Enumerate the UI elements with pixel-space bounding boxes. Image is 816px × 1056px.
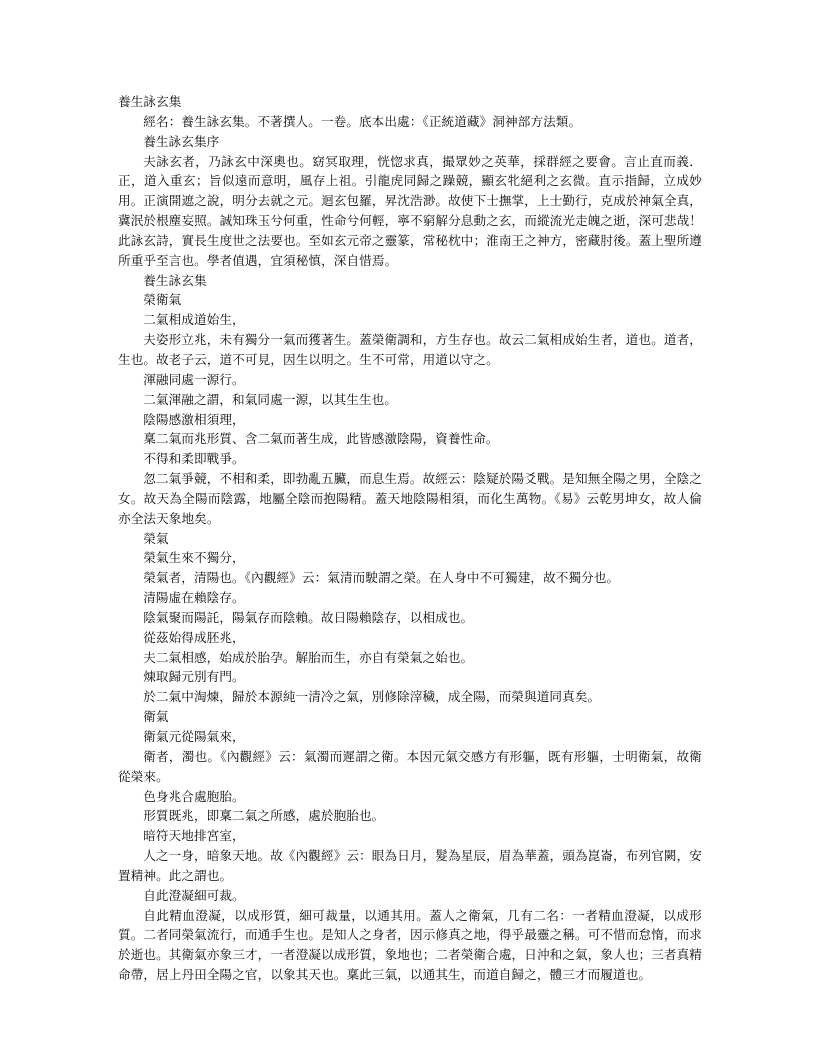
verse-line-2: 渾融同處一源行。 bbox=[143, 371, 245, 387]
section-heading-rongqi: 榮氣 bbox=[143, 530, 169, 546]
commentary-line-5: 榮氣者，清陽也。《內觀經》云：氣清而駛謂之榮。在人身中不可獨建，故不獨分也。 bbox=[143, 570, 620, 586]
scripture-metadata-line: 經名：養生詠玄集。不著撰人。一卷。底本出處：《正統道藏》洞神部方法類。 bbox=[143, 113, 582, 129]
verse-line-8: 煉取歸元別有門。 bbox=[143, 669, 245, 685]
verse-line-4: 不得和柔即戰爭。 bbox=[143, 451, 245, 467]
commentary-line-7: 夫二氣相感，始成於胎孕。解胎而生，亦自有榮氣之始也。 bbox=[143, 649, 474, 665]
commentary-line-8: 於二氣中淘煉，歸於本源純一清冷之氣，別修除滓穢，成全陽，而榮與道同真矣。 bbox=[143, 689, 601, 705]
preface-body-paragraph: 夫詠玄者，乃詠玄中深奧也。窈冥取理，恍惚求真，撮眾妙之英華，採群經之要會。言止直而義．正，道入重玄；旨似遠而意明，風存上祖。引龍虎同歸之躁競，顯玄牝絕利之玄微。直示指歸，立成妙用。正演開遮之說，明分去就之元。迴玄包羅，昇沈浩渺。故使下士撫掌，上士勤行，克成於神氣全真，冀泯於根塵妄照。誠知珠玉兮何重，性命兮何輕，寧不窮解分息動之玄，而縱流光走魄之逝，深可悲哉！此詠玄詩，實長生度世之法要也。至如玄元帝之靈篆，常秘枕中；淮南王之神方，密藏肘後。蓋上聖所遵所重乎至言也。學者值遇，宜須秘慎，深自惜焉。 bbox=[118, 153, 702, 268]
commentary-paragraph-12: 自此精血澄凝，以成形質，細可裁量，以通其用。蓋人之衛氣，几有二名：一者精血澄凝，以成形質。二者同榮氣流行，而通手生也。是知人之身者，因示修真之地，得乎最靈之稱。可不惜而怠惰，而求於逝也。其衛氣亦象三才，一者澄凝以成形質，象地也；二者榮衛合處，日沖和之氣，象人也；三者真精命帶，居上丹田全陽之官，以象其天也。稟此三氣，以通其生，而道自歸之，體三才而履道也。 bbox=[118, 907, 702, 983]
commentary-line-10: 形質既兆，即稟二氣之所感，處於胞胎也。 bbox=[143, 808, 385, 824]
verse-line-9: 衛氣元從陽氣來， bbox=[143, 729, 245, 744]
commentary-paragraph-1: 夫姿形立兆，未有獨分一氣而獲著生。蓋榮衛調和，方生存也。故云二氣相成始生者，道也。道者，生也。故老子云，道不可見，因生以明之。生不可常，用道以守之。 bbox=[118, 332, 702, 367]
commentary-line-6: 陰氣聚而陽託，陽氣存而陰賴。故日陽賴陰存，以相成也。 bbox=[143, 609, 474, 625]
document-title: 養生詠玄集 bbox=[118, 94, 182, 109]
commentary-paragraph-4: 忽二氣爭競，不相和柔，即勃亂五臟，而息生焉。故經云：陰疑於陽爻戰。是知無全陽之男，全陰之女。故天為全陽而陰露，地屬全陰而抱陽精。蓋天地陰陽相須，而化生萬物。《易》云乾男坤女，故人倫亦全法天象地矣。 bbox=[118, 471, 702, 526]
preface-heading: 養生詠玄集序 bbox=[143, 133, 220, 149]
verse-line-1: 二氣相成道始生， bbox=[143, 312, 245, 328]
verse-line-10: 色身兆合處胞胎。 bbox=[143, 788, 245, 804]
section-heading-rongweiqi: 榮衛氣 bbox=[143, 292, 182, 308]
document-text-column bbox=[118, 92, 702, 985]
verse-line-3: 陰陽感激相須理， bbox=[143, 411, 245, 427]
commentary-paragraph-11: 人之一身，暗象天地。故《內觀經》云：眼為日月，髮為星辰，眉為華蓋，頭為崑崙，布列官闕，安置精神。此之謂也。 bbox=[118, 848, 702, 883]
verse-line-11: 暗符天地排宮室， bbox=[143, 828, 245, 844]
commentary-line-2: 二氣渾融之謂，和氣同處一源，以其生生也。 bbox=[143, 391, 398, 407]
verse-line-6: 清陽虛在賴陰存。 bbox=[143, 590, 245, 606]
verse-line-12: 自此澄凝細可裁。 bbox=[143, 887, 245, 903]
section-heading-weiqi: 衛氣 bbox=[143, 709, 169, 725]
verse-line-5: 榮氣生來不獨分， bbox=[143, 550, 245, 566]
verse-line-7: 從茲始得成胚兆， bbox=[143, 629, 245, 645]
section-heading-main-title: 養生詠玄集 bbox=[143, 272, 207, 288]
commentary-line-3: 稟二氣而兆形質、含二氣而著生成，此皆感激陰陽，資養性命。 bbox=[143, 431, 499, 447]
commentary-paragraph-9: 衛者，濁也。《內觀經》云：氣濁而遲謂之衛。本因元氣交感方有形軀，既有形軀，士明衛氣，故衛從榮來。 bbox=[118, 748, 702, 784]
